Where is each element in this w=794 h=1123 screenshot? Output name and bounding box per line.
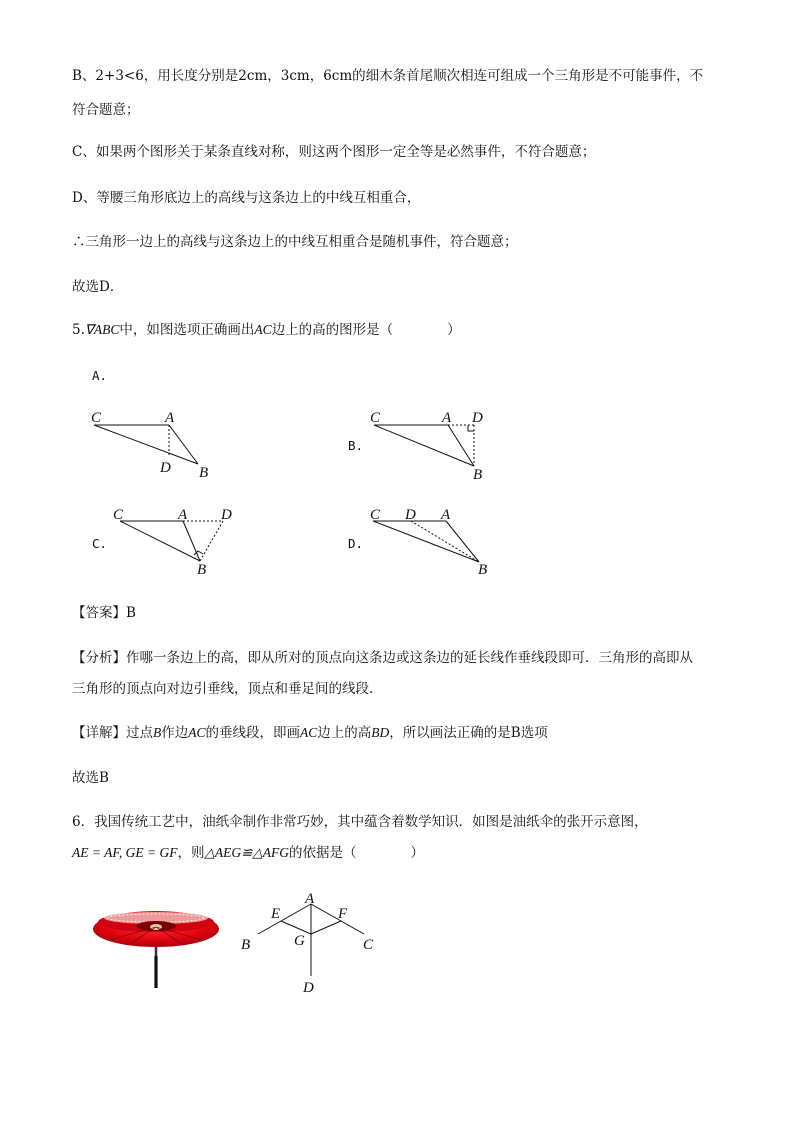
- umbrella-illustration: [90, 896, 226, 992]
- answer: 【答案】B: [72, 605, 136, 621]
- text-line: D、等腰三角形底边上的高线与这条边上的中线互相重合，: [72, 190, 421, 206]
- label-f: F: [338, 906, 348, 922]
- label-a: A: [165, 410, 175, 426]
- label-b: B: [478, 562, 488, 578]
- umbrella-diagram: [236, 888, 386, 998]
- label-b: B: [241, 937, 251, 953]
- label-d: D: [160, 460, 171, 476]
- question-6-condition: AE = AF, GE = GF，则△AEG≌△AFG的依据是（ ）: [72, 845, 425, 861]
- option-a-label: A.: [92, 368, 108, 383]
- detail-line: 【详解】过点B作边AC的垂线段，即画AC边上的高BD，所以画法正确的是B选项: [72, 725, 548, 741]
- label-b: B: [197, 562, 207, 578]
- label-d: D: [405, 507, 416, 523]
- question-5: 5.∇ABC中，如图选项正确画出AC边上的高的图形是（ ）: [72, 322, 461, 338]
- label-d: D: [221, 507, 232, 523]
- label-a: A: [305, 891, 315, 907]
- label-c: C: [91, 410, 102, 426]
- text-line: C、如果两个图形关于某条直线对称，则这两个图形一定全等是必然事件，不符合题意；: [72, 144, 596, 160]
- option-d-label: D.: [348, 536, 364, 551]
- text-line: 故选D．: [72, 279, 124, 295]
- label-a: A: [178, 507, 188, 523]
- label-c: C: [370, 507, 381, 523]
- analysis-line: 三角形的顶点向对边引垂线，顶点和垂足间的线段．: [72, 681, 383, 697]
- question-6: 6．我国传统工艺中，油纸伞制作非常巧妙，其中蕴含着数学知识．如图是油纸伞的张开示意图，: [72, 814, 648, 830]
- label-d: D: [472, 410, 483, 426]
- option-b-label: B.: [348, 438, 364, 453]
- text-line: B、2+3<6，用长度分别是2cm，3cm，6cm的细木条首尾顺次相连可组成一个三角形是不可能事件，不: [72, 68, 704, 84]
- figure-option-a: [86, 404, 226, 484]
- analysis-line: 【分析】作哪一条边上的高，即从所对的顶点向这条边或这条边的延长线作垂线段即可．三角形的高即从: [72, 650, 693, 666]
- label-e: E: [271, 906, 281, 922]
- label-a: A: [441, 507, 451, 523]
- label-d: D: [303, 980, 314, 996]
- option-c-label: C.: [92, 536, 108, 551]
- text-line: 符合题意；: [72, 102, 140, 118]
- selection: 故选B: [72, 770, 109, 786]
- label-b: B: [473, 467, 483, 483]
- figure-option-c: [108, 502, 248, 582]
- label-b: B: [199, 465, 209, 481]
- text-line: ∴三角形一边上的高线与这条边上的中线互相重合是随机事件，符合题意；: [72, 234, 518, 250]
- figure-option-b: [366, 404, 506, 484]
- label-c: C: [370, 410, 381, 426]
- label-a: A: [442, 410, 452, 426]
- label-c: C: [113, 507, 124, 523]
- label-g: G: [294, 933, 305, 949]
- figure-option-d: [366, 502, 506, 582]
- label-c: C: [363, 937, 374, 953]
